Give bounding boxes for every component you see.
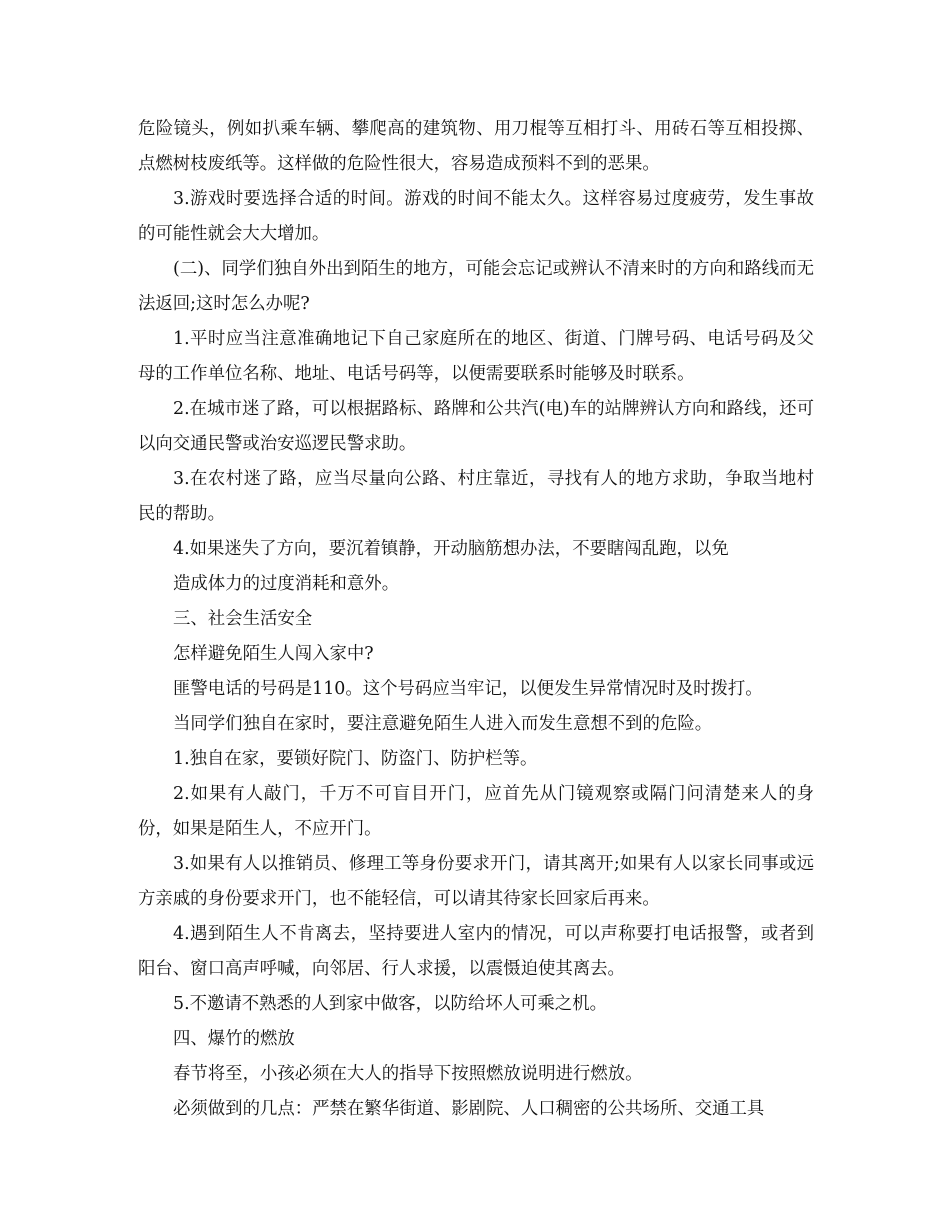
paragraph-home-alone: 当同学们独自在家时，要注意避免陌生人进入而发生意想不到的危险。 bbox=[173, 714, 713, 734]
section-heading-lost-way: (二)、同学们独自外出到陌生的地方，可能会忘记或辨认不清来时的方向和路线而无法返回;这时怎么办呢? bbox=[138, 259, 814, 314]
list-item-salesman: 3.如果有人以推销员、修理工等身份要求开门，请其离开;如果有人以家长同事或远方亲戚的身份要求开门，也不能轻信，可以请其待家长回家后再来。 bbox=[138, 854, 814, 909]
subheading-strangers: 怎样避免陌生人闯入家中? bbox=[173, 644, 374, 664]
paragraph-spring-festival: 春节将至，小孩必须在大人的指导下按照燃放说明进行燃放。 bbox=[173, 1064, 643, 1084]
list-item-call-police: 4.遇到陌生人不肯离去，坚持要进人室内的情况，可以声称要打电话报警，或者到阳台、窗口高声呼喊，向邻居、行人求援，以震慑迫使其离去。 bbox=[138, 924, 814, 979]
paragraph-continuation: 危险镜头，例如扒乘车辆、攀爬高的建筑物、用刀棍等互相打斗、用砖石等互相投掷、点燃树枝废纸等。这样做的危险性很大，容易造成预料不到的恶果。 bbox=[138, 119, 814, 174]
list-item-no-invite: 5.不邀请不熟悉的人到家中做客，以防给坏人可乘之机。 bbox=[173, 994, 607, 1014]
list-item-lock-doors: 1.独自在家，要锁好院门、防盗门、防护栏等。 bbox=[173, 749, 538, 769]
paragraph-police-number: 匪警电话的号码是110。这个号码应当牢记，以便发生异常情况时及时拨打。 bbox=[173, 679, 763, 699]
list-item-remember-address: 1.平时应当注意准确地记下自己家庭所在的地区、街道、门牌号码、电话号码及父母的工作单位名称、地址、电话号码等，以便需要联系时能够及时联系。 bbox=[138, 329, 814, 384]
list-item-do-not-open: 2.如果有人敲门，千万不可盲目开门，应首先从门镜观察或隔门问清楚来人的身份，如果是陌生人，不应开门。 bbox=[138, 784, 814, 839]
list-item-lost-in-city: 2.在城市迷了路，可以根据路标、路牌和公共汽(电)车的站牌辨认方向和路线，还可以向交通民警或治安巡逻民警求助。 bbox=[138, 399, 814, 454]
section-heading-firecrackers: 四、爆竹的燃放 bbox=[173, 1029, 295, 1049]
paragraph-must-do: 必须做到的几点：严禁在繁华街道、影剧院、人口稠密的公共场所、交通工具 bbox=[173, 1099, 765, 1119]
document-body bbox=[138, 112, 814, 1127]
section-heading-social-safety: 三、社会生活安全 bbox=[173, 609, 313, 629]
list-item-lost-in-village: 3.在农村迷了路，应当尽量向公路、村庄靠近，寻找有人的地方求助，争取当地村民的帮助。 bbox=[138, 469, 814, 524]
list-item-stay-calm: 4.如果迷失了方向，要沉着镇静，开动脑筋想办法，不要瞎闯乱跑，以免 bbox=[173, 539, 729, 559]
list-item-game-time: 3.游戏时要选择合适的时间。游戏的时间不能太久。这样容易过度疲劳，发生事故的可能性就会大大增加。 bbox=[138, 189, 814, 244]
list-item-stay-calm-continued: 造成体力的过度消耗和意外。 bbox=[173, 574, 400, 594]
